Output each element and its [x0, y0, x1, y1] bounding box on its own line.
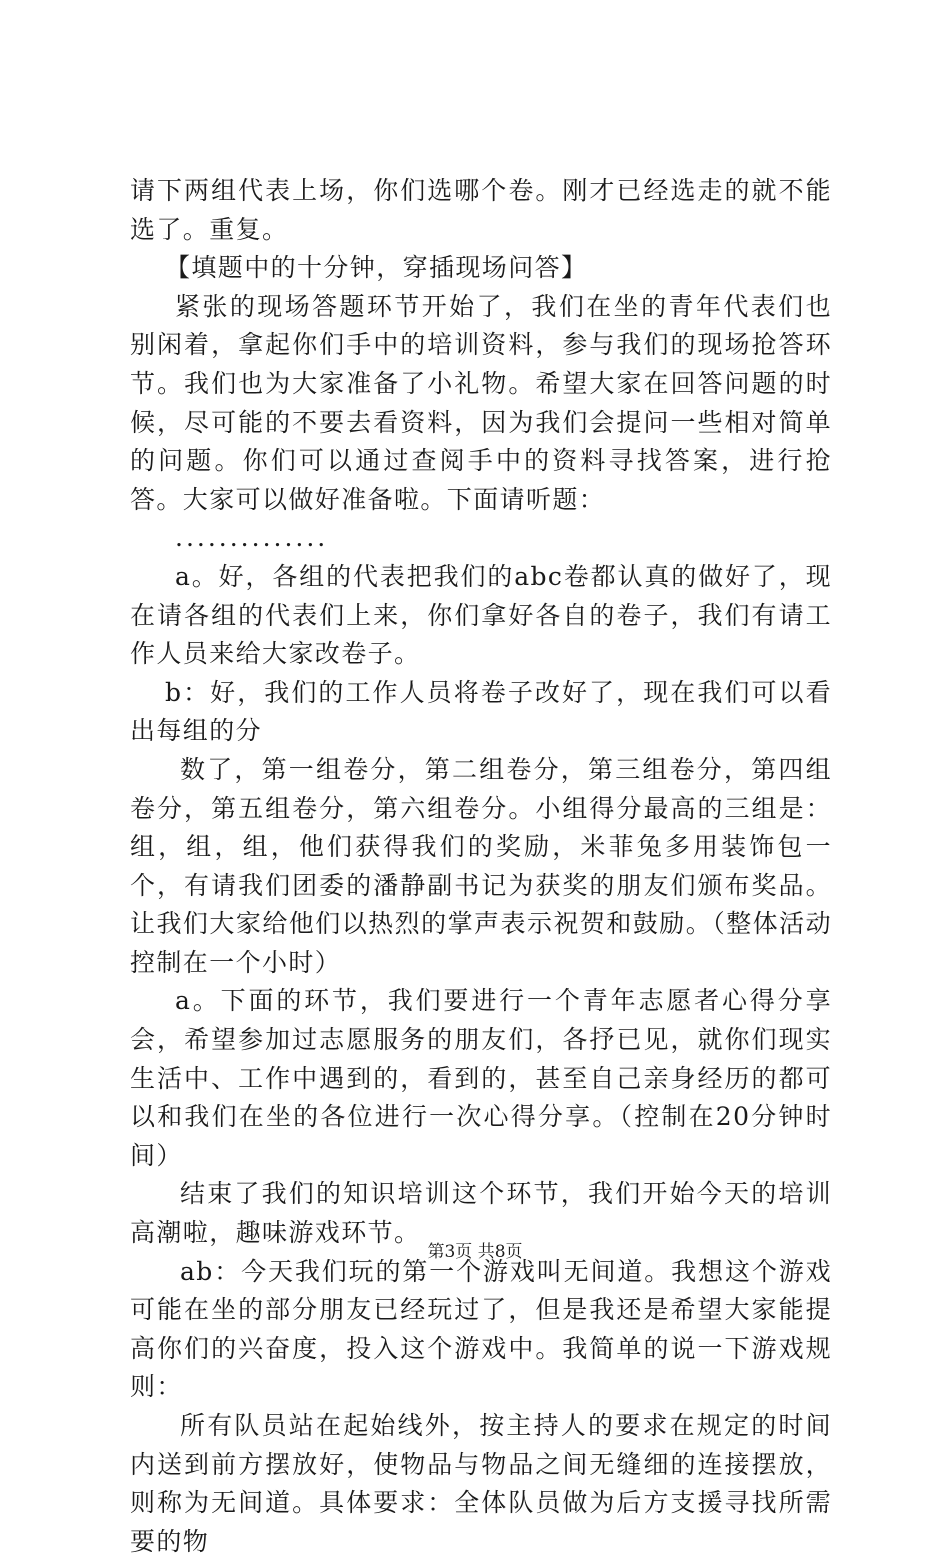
document-body [130, 172, 832, 1561]
paragraph-2: 【填题中的十分钟，穿插现场问答】 [165, 253, 588, 283]
paragraph-5: a。好，各组的代表把我们的abc卷都认真的做好了，现在请各组的代表们上来，你们拿好各自的卷子，我们有请工作人员来给大家改卷子。 [130, 561, 832, 669]
paragraph-3: 紧张的现场答题环节开始了，我们在坐的青年代表们也别闲着，拿起你们手中的培训资料，参与我们的现场抢答环节。我们也为大家准备了小礼物。希望大家在回答问题的时候，尽可能的不要去看资料，因为我们会提问一些相对简单的问题。你们可以通过查阅手中的资料寻找答案，进行抢答。大家可以做好准备啦。下面请听题： [130, 291, 832, 514]
ellipsis-line: .............. [175, 523, 329, 553]
paragraph-10: ab：今天我们玩的第一个游戏叫无间道。我想这个游戏可能在坐的部分朋友已经玩过了，但是我还是希望大家能提高你们的兴奋度，投入这个游戏中。我简单的说一下游戏规则： [130, 1256, 832, 1402]
paragraph-7: 数了，第一组卷分，第二组卷分，第三组卷分，第四组卷分，第五组卷分，第六组卷分。小组得分最高的三组是：组，组，组，他们获得我们的奖励，米菲兔多用装饰包一个，有请我们团委的潘静副书记为获奖的朋友们颁布奖品。让我们大家给他们以热烈的掌声表示祝贺和鼓励。（整体活动控制在一个小时） [130, 754, 832, 977]
page-footer: 第3页 共8页 [427, 1242, 523, 1262]
paragraph-6: b：好，我们的工作人员将卷子改好了，现在我们可以看出每组的分 [130, 677, 832, 746]
paragraph-9: 结束了我们的知识培训这个环节，我们开始今天的培训高潮啦，趣味游戏环节。 [130, 1179, 832, 1248]
paragraph-1: 请下两组代表上场，你们选哪个卷。刚才已经选走的就不能选了。重复。 [130, 176, 832, 244]
paragraph-8: a。下面的环节，我们要进行一个青年志愿者心得分享会，希望参加过志愿服务的朋友们，各抒已见，就你们现实生活中、工作中遇到的，看到的，甚至自己亲身经历的都可以和我们在坐的各位进行一次心得分享。（控制在20分钟时间） [130, 986, 832, 1170]
paragraph-11: 所有队员站在起始线外，按主持人的要求在规定的时间内送到前方摆放好，使物品与物品之间无缝细的连接摆放，则称为无间道。具体要求：全体队员做为后方支援寻找所需要的物 [130, 1411, 832, 1556]
